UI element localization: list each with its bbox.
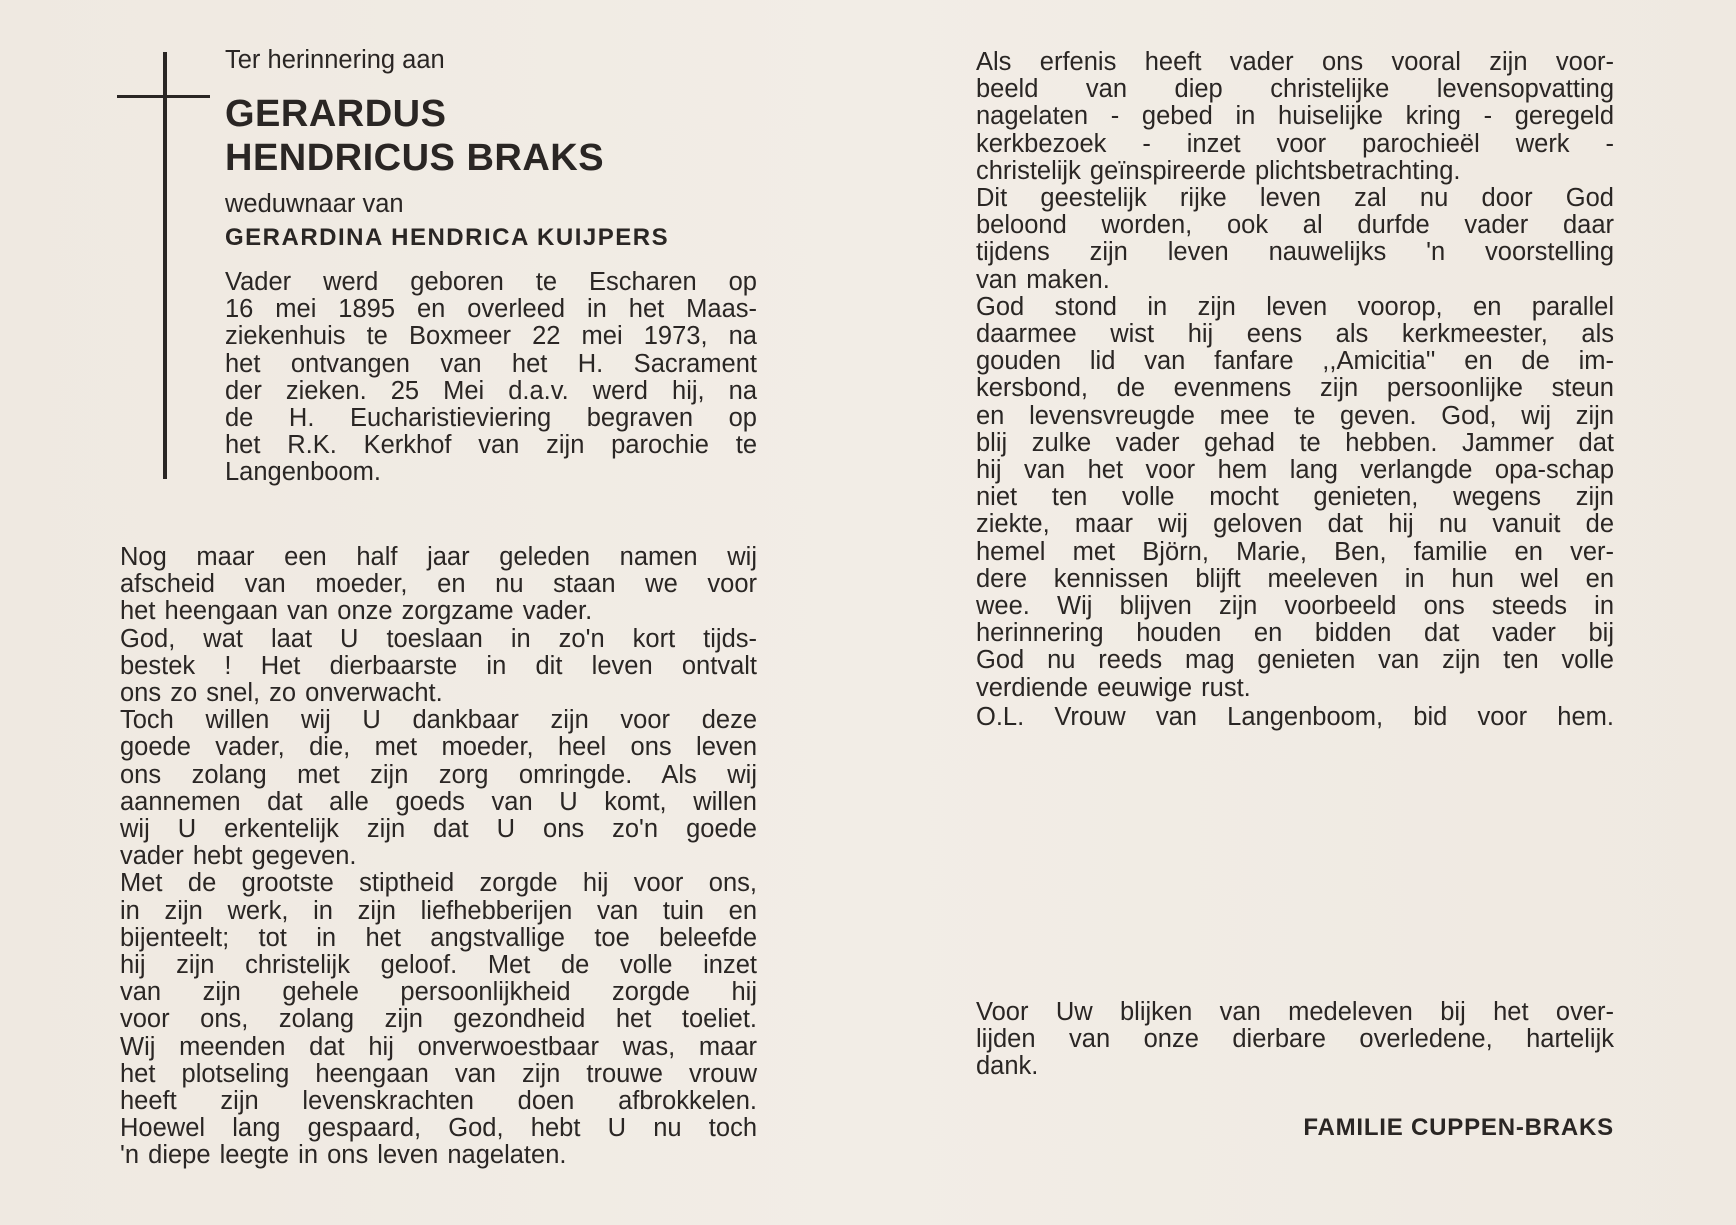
text-line: God, wat laat U toeslaan in zo'n kort tijds- — [120, 624, 757, 653]
text-line: hij zijn christelijk geloof. Met de volle inzet — [120, 951, 757, 980]
text-line: kerkbezoek - inzet voor parochieël werk - — [976, 129, 1614, 158]
text-line: ziekte, maar wij geloven dat hij nu vanuit de — [976, 510, 1614, 539]
text-line: Vader werd geboren te Escharen op — [225, 268, 757, 296]
text-line: lijden van onze dierbare overledene, hartelijk — [976, 1025, 1614, 1054]
text-line: kersbond, de evenmens zijn persoonlijke steun — [976, 374, 1614, 403]
text-line: hemel met Björn, Marie, Ben, familie en ver- — [976, 537, 1614, 566]
text-line: O.L. Vrouw van Langenboom, bid voor hem. — [976, 703, 1614, 731]
text-line: God nu reeds mag genieten van zijn ten volle — [976, 646, 1614, 675]
widower-label: weduwnaar van — [225, 190, 404, 218]
text-line: dere kennissen blijft meeleven in hun wel en — [976, 564, 1614, 593]
text-line: van maken. — [976, 265, 1110, 294]
text-line: herinnering houden en bidden dat vader bij — [976, 619, 1614, 648]
text-line: het R.K. Kerkhof van zijn parochie te — [225, 431, 757, 460]
text-line: Toch willen wij U dankbaar zijn voor deze — [120, 706, 757, 735]
text-line: ons zo snel, zo onverwacht. — [120, 679, 443, 708]
text-line: blij zulke vader gehad te hebben. Jammer dat — [976, 428, 1614, 457]
text-line: het heengaan van onze zorgzame vader. — [120, 597, 593, 626]
text-line: bestek ! Het dierbaarste in dit leven ontvalt — [120, 651, 757, 680]
text-line: 16 mei 1895 en overleed in het Maas- — [225, 295, 757, 324]
family-signature: FAMILIE CUPPEN-BRAKS — [1303, 1114, 1614, 1141]
text-line: aannemen dat alle goeds van U komt, willen — [120, 787, 757, 816]
deceased-name — [225, 92, 604, 180]
text-line: afscheid van moeder, en nu staan we voor — [120, 570, 757, 599]
cross-vertical-bar — [163, 52, 167, 479]
thanks-paragraph — [976, 999, 1614, 1081]
text-line: Met de grootste stiptheid zorgde hij voor ons, — [120, 869, 757, 898]
cross-horizontal-bar — [117, 95, 210, 98]
text-line: de H. Eucharistieviering begraven op — [225, 404, 757, 433]
text-line: christelijk geïnspireerde plichtsbetrachting. — [976, 156, 1461, 185]
text-line: van zijn gehele persoonlijkheid zorgde hij — [120, 978, 757, 1007]
text-line: nagelaten - gebed in huiselijke kring - geregeld — [976, 102, 1614, 131]
text-line: daarmee wist hij eens als kerkmeester, als — [976, 320, 1614, 349]
text-line: 'n diepe leegte in ons leven nagelaten. — [120, 1141, 567, 1170]
text-line: hij van het voor hem lang verlangde opa-schap — [976, 456, 1614, 485]
text-line: vader hebt gegeven. — [120, 842, 357, 871]
text-line: Hoewel lang gespaard, God, hebt U nu toch — [120, 1114, 757, 1143]
text-line: dank. — [976, 1052, 1039, 1081]
text-line: Wij meenden dat hij onverwoestbaar was, maar — [120, 1032, 757, 1061]
text-line: bijenteelt; tot in het angstvallige toe beleefde — [120, 923, 757, 952]
text-line: wij U erkentelijk zijn dat U ons zo'n goede — [120, 815, 757, 844]
deceased-name-line1: GERARDUS — [225, 93, 447, 135]
left-column-text — [120, 544, 757, 1170]
text-line: verdiende eeuwige rust. — [976, 673, 1251, 702]
deceased-name-line2: HENDRICUS BRAKS — [225, 137, 605, 179]
text-line: en levensvreugde mee te geven. God, wij zijn — [976, 401, 1614, 430]
prayer-line — [976, 704, 1614, 731]
text-line: Voor Uw blijken van medeleven bij het over- — [976, 998, 1614, 1026]
intro-text: Ter herinnering aan — [225, 46, 445, 74]
text-line: gouden lid van fanfare ,,Amicitia'' en de im- — [976, 347, 1614, 376]
text-line: beeld van diep christelijke levensopvatting — [976, 75, 1614, 104]
text-line: ons zolang met zijn zorg omringde. Als wij — [120, 760, 757, 789]
text-line: in zijn werk, in zijn liefhebberijen van tuin en — [120, 896, 757, 925]
text-line: beloond worden, ook al durfde vader daar — [976, 211, 1614, 240]
text-line: voor ons, zolang zijn gezondheid het toeliet. — [120, 1005, 757, 1034]
text-line: Langenboom. — [225, 458, 381, 487]
text-line: het plotseling heengaan van zijn trouwe vrouw — [120, 1059, 757, 1088]
text-line: Als erfenis heeft vader ons vooral zijn voor- — [976, 48, 1614, 76]
text-line: niet ten volle mocht genieten, wegens zijn — [976, 483, 1614, 512]
text-line: het ontvangen van het H. Sacrament — [225, 349, 757, 378]
text-line: ziekenhuis te Boxmeer 22 mei 1973, na — [225, 322, 757, 351]
text-line: goede vader, die, met moeder, heel ons leven — [120, 733, 757, 762]
text-line: wee. Wij blijven zijn voorbeeld ons steeds in — [976, 592, 1614, 621]
text-line: heeft zijn levenskrachten doen afbrokkelen. — [120, 1087, 757, 1116]
text-line: Nog maar een half jaar geleden namen wij — [120, 543, 757, 571]
text-line: God stond in zijn leven voorop, en parallel — [976, 292, 1614, 321]
text-line: tijdens zijn leven nauwelijks 'n voorstelling — [976, 238, 1614, 267]
text-line: Dit geestelijk rijke leven zal nu door God — [976, 184, 1614, 213]
right-column-text — [976, 49, 1614, 702]
wife-name: GERARDINA HENDRICA KUIJPERS — [225, 224, 670, 251]
biography-paragraph — [225, 269, 757, 487]
text-line: der zieken. 25 Mei d.a.v. werd hij, na — [225, 376, 757, 405]
